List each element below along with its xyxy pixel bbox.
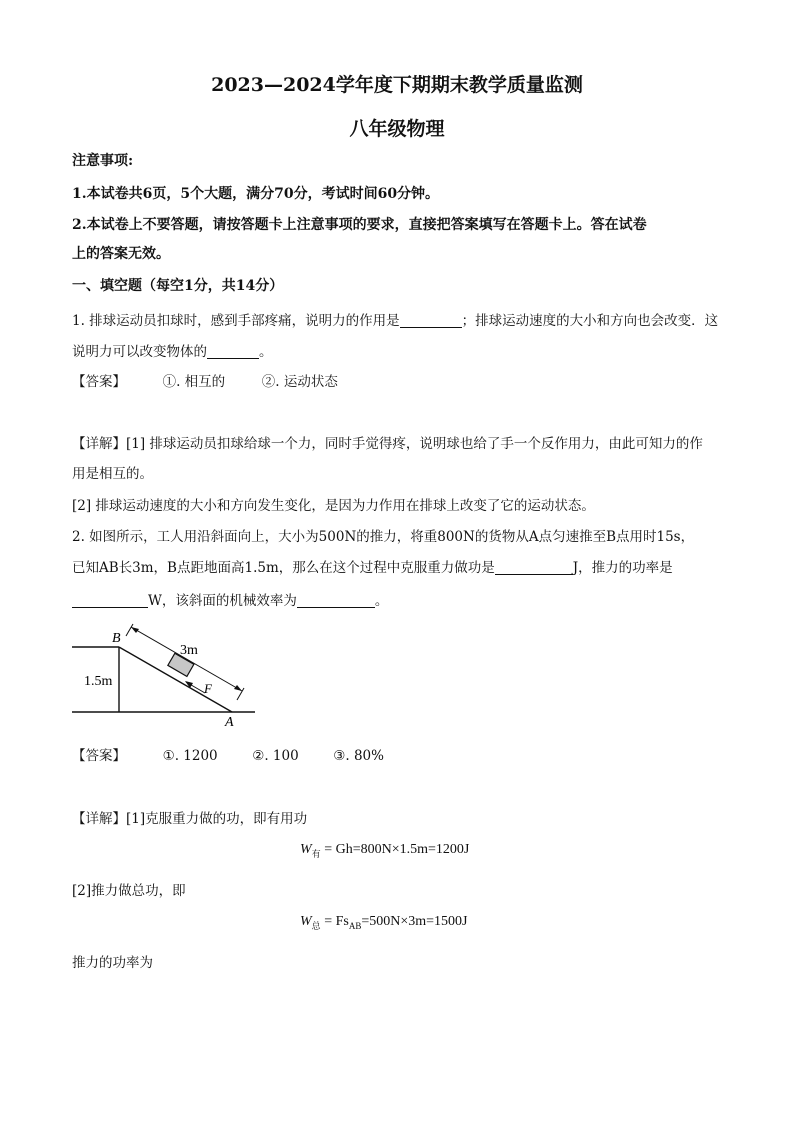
q1-detail-text-1: [1] 排球运动员扣球给球一个力，同时手觉得疼，说明球也给了手一个反作用力，由此可知力的作 (126, 436, 703, 452)
formula-total-work (300, 914, 467, 932)
q1-detail-line3: [2] 排球运动速度的大小和方向发生变化，是因为力作用在排球上改变了它的运动状态。 (72, 498, 595, 514)
label-height: 1.5m (84, 674, 113, 689)
length-arrowhead-top (131, 627, 139, 633)
q2-detail-line3: 推力的功率为 (72, 955, 153, 971)
q2-text-b: J，推力的功率是 (572, 560, 673, 576)
label-a: A (225, 715, 234, 730)
label-f: F (204, 681, 212, 696)
q2-detail-text-1: [1]克服重力做的功，即有用功 (126, 811, 308, 827)
q2-detail-line2: [2]推力做总功，即 (72, 883, 186, 899)
notice-item-2-line1: 2.本试卷上不要答题，请按答题卡上注意事项的要求，直接把答案填写在答题卡上。答在试卷 (72, 217, 647, 233)
formula2-subscript: 总 (311, 920, 321, 931)
q2-line2 (72, 556, 673, 576)
q1-answer-2: ②. 运动状态 (261, 374, 338, 390)
answer-label: 【答案】 (72, 374, 126, 390)
q1-detail-line2: 用是相互的。 (72, 466, 153, 482)
q1-text-a: 1. 排球运动员扣球时，感到手部疼痛，说明力的作用是 (72, 313, 400, 329)
q2-blank-3 (297, 593, 375, 608)
notice-item-1: 1.本试卷共6页，5个大题，满分70分，考试时间60分钟。 (72, 186, 440, 202)
q2-answer-2: ②. 100 (252, 748, 299, 764)
formula1-subscript: 有 (311, 848, 321, 859)
length-arrowhead-bottom (234, 685, 242, 691)
q1-line2 (72, 340, 273, 360)
q1-text-d: 。 (259, 344, 273, 360)
q1-text-c: 说明力可以改变物体的 (72, 344, 207, 360)
q2-blank-2 (72, 593, 148, 608)
q1-line1 (72, 309, 718, 329)
q1-text-b: ；排球运动速度的大小和方向也会改变．这 (461, 313, 719, 329)
q2-line3 (72, 589, 388, 609)
page-title: 2023—2024学年度下期期末教学质量监测 (211, 74, 583, 96)
q2-text-c: W，该斜面的机械效率为 (148, 593, 297, 609)
formula2-expression-a: = Fs (320, 914, 349, 929)
detail-label: 【详解】 (72, 811, 126, 827)
detail-label: 【详解】 (72, 436, 126, 452)
formula2-subscript-ab: AB (348, 920, 362, 931)
formula2-symbol: W (300, 914, 312, 929)
q2-blank-1 (495, 560, 573, 575)
q1-detail-line1 (72, 432, 703, 452)
formula-useful-work (300, 842, 469, 860)
label-b: B (112, 631, 121, 646)
q1-blank-2 (207, 344, 259, 359)
q2-line1: 2. 如图所示，工人用沿斜面向上，大小为500N的推力，将重800N的货物从A点匀速推至B点用时15s， (72, 529, 695, 545)
q2-detail-line1 (72, 807, 307, 827)
q1-answer-row (72, 370, 338, 390)
page-subtitle: 八年级物理 (349, 118, 445, 140)
q2-answer-1: ①. 1200 (162, 748, 218, 764)
formula1-expression: = Gh=800N×1.5m=1200J (320, 842, 470, 857)
answer-label: 【答案】 (72, 748, 126, 764)
notice-item-2-line2: 上的答案无效。 (72, 246, 170, 262)
formula2-expression-b: =500N×3m=1500J (361, 914, 468, 929)
q1-answer-1: ①. 相互的 (162, 374, 226, 390)
q2-text-a: 已知AB长3m，B点距地面高1.5m，那么在这个过程中克服重力做功是 (72, 560, 495, 576)
q1-blank-1 (400, 313, 462, 328)
extension-line-top (126, 624, 133, 636)
q2-answer-3: ③. 80% (333, 748, 384, 764)
notice-heading: 注意事项: (72, 153, 134, 169)
formula1-symbol: W (300, 842, 312, 857)
q2-answer-row (72, 744, 384, 764)
incline-figure (70, 622, 270, 732)
label-length: 3m (180, 643, 198, 658)
q2-text-d: 。 (374, 593, 389, 609)
section-heading: 一、填空题（每空1分，共14分） (72, 278, 284, 294)
